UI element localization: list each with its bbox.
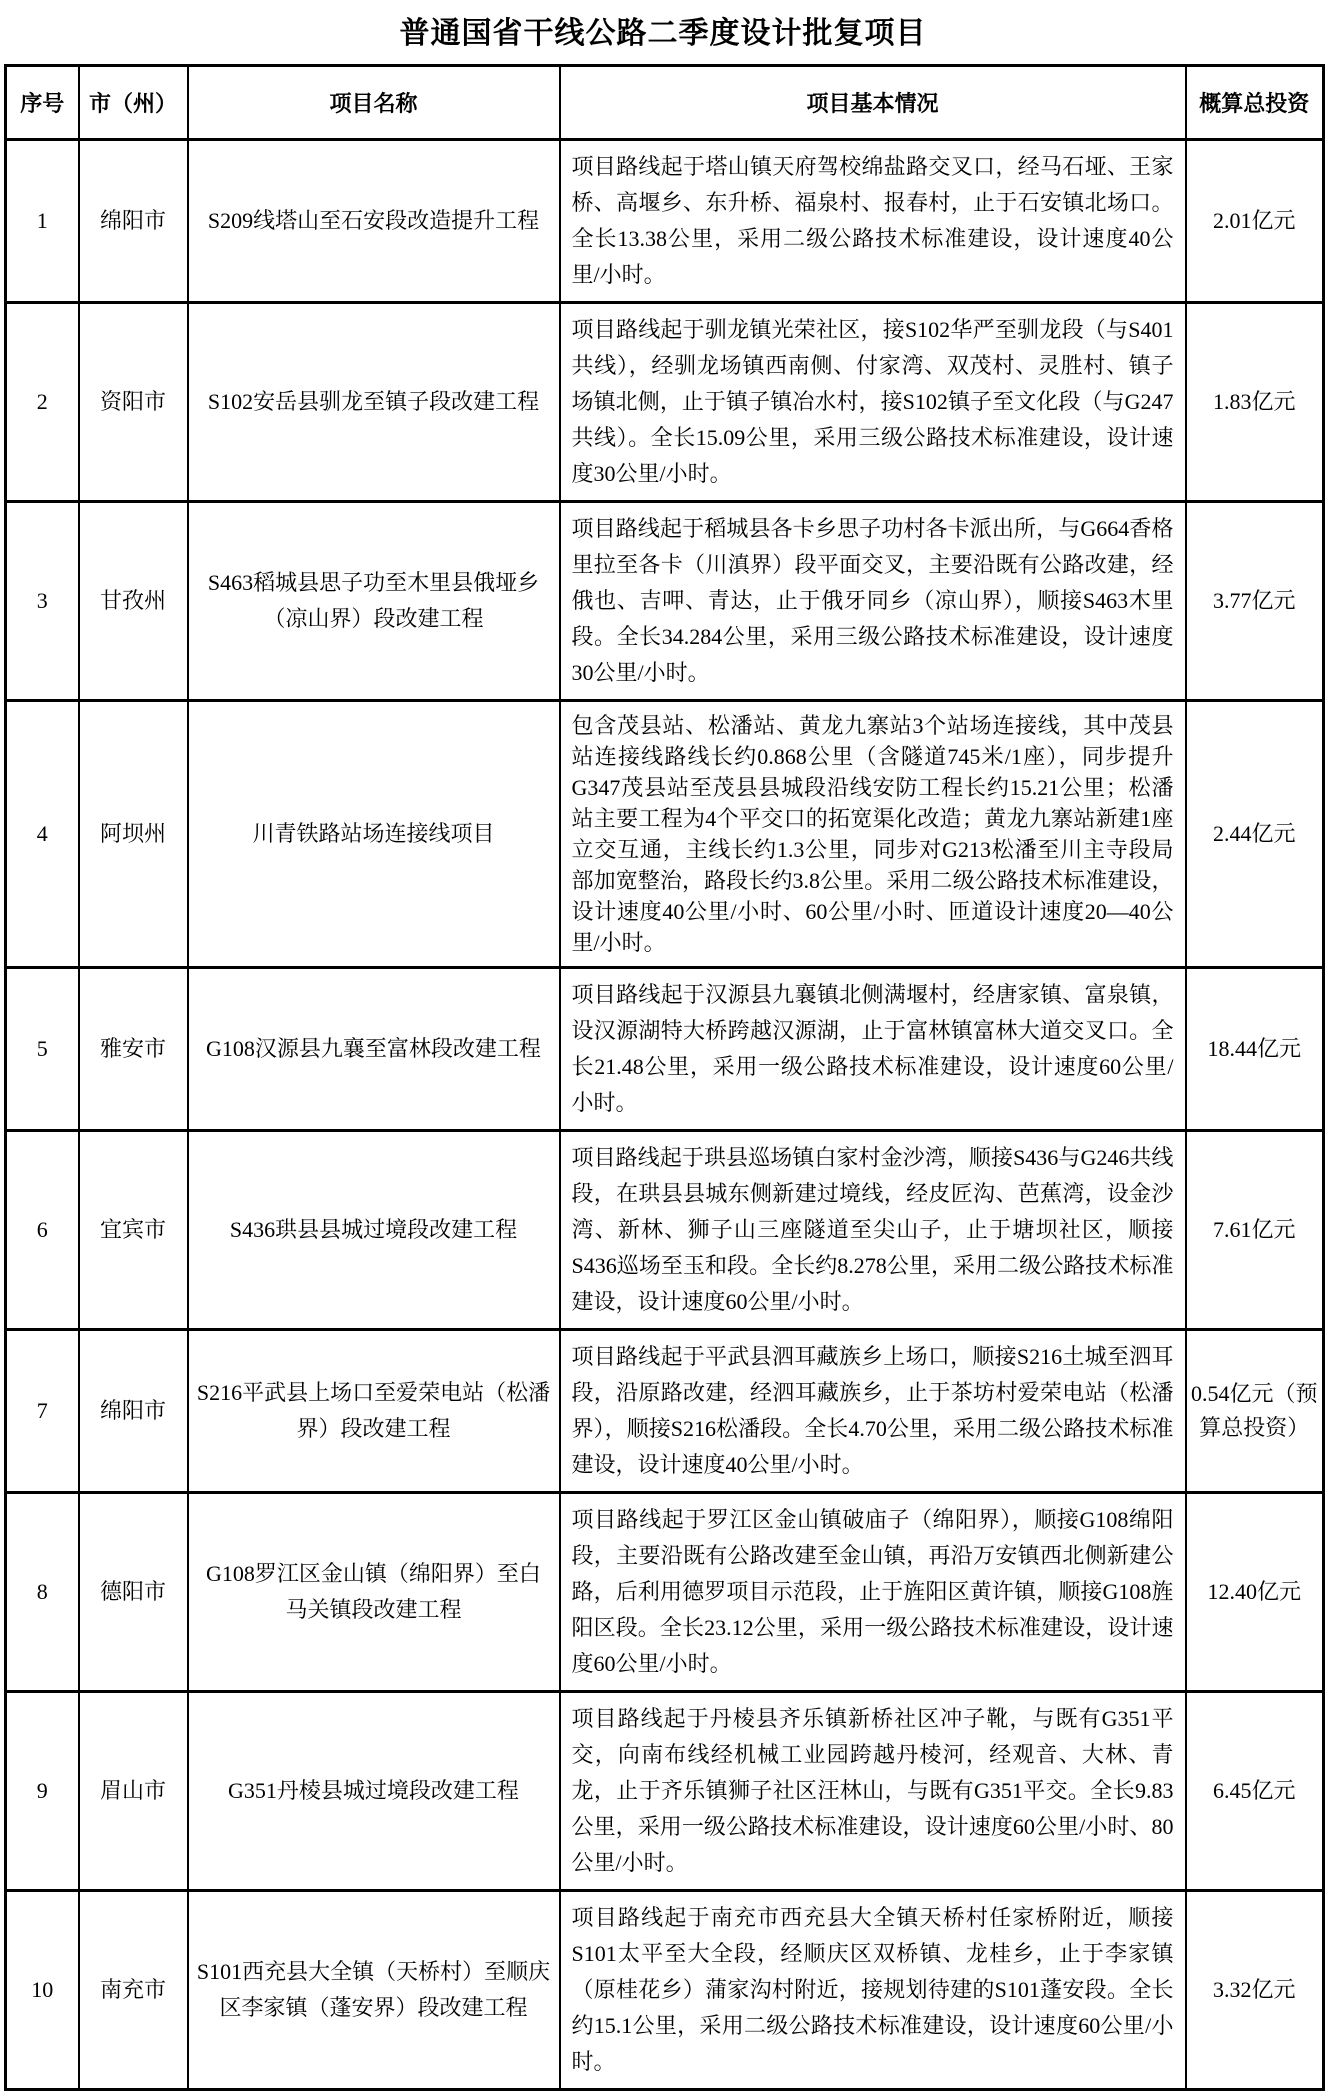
cell-city: 眉山市 (79, 1692, 188, 1891)
cell-no: 1 (6, 140, 79, 303)
cell-project-info: 项目路线起于塔山镇天府驾校绵盐路交叉口，经马石垭、王家桥、高堰乡、东升桥、福泉村、报春村，止于石安镇北场口。全长13.38公里，采用二级公路技术标准建设，设计速度40公里/小时。 (560, 140, 1186, 303)
cell-project-info: 包含茂县站、松潘站、黄龙九寨站3个站场连接线，其中茂县站连接线路线长约0.868公里（含隧道745米/1座），同步提升G347茂县站至茂县县城段沿线安防工程长约15.21公里；松潘站主要工程为4个平交口的拓宽渠化改造；黄龙九寨站新建1座立交互通，主线长约1.3公里，同步对G213松潘至川主寺段局部加宽整治，路段长约3.8公里。采用二级公路技术标准建设，设计速度40公里/小时、60公里/小时、匝道设计速度20—40公里/小时。 (560, 701, 1186, 968)
header-no: 序号 (6, 66, 79, 140)
table-row (6, 502, 1324, 701)
cell-no: 2 (6, 303, 79, 502)
cell-project-name: G108罗江区金山镇（绵阳界）至白马关镇段改建工程 (188, 1493, 560, 1692)
cell-city: 绵阳市 (79, 1330, 188, 1493)
cell-city: 甘孜州 (79, 502, 188, 701)
cell-project-name: S209线塔山至石安段改造提升工程 (188, 140, 560, 303)
cell-project-name: S101西充县大全镇（天桥村）至顺庆区李家镇（蓬安界）段改建工程 (188, 1891, 560, 2090)
cell-no: 7 (6, 1330, 79, 1493)
table-row (6, 1891, 1324, 2090)
cell-investment: 2.44亿元 (1186, 701, 1324, 968)
table-row (6, 1692, 1324, 1891)
cell-project-name: G351丹棱县城过境段改建工程 (188, 1692, 560, 1891)
cell-project-name: S216平武县上场口至爱荣电站（松潘界）段改建工程 (188, 1330, 560, 1493)
header-project-info: 项目基本情况 (560, 66, 1186, 140)
cell-project-info: 项目路线起于汉源县九襄镇北侧满堰村，经唐家镇、富泉镇，设汉源湖特大桥跨越汉源湖，止于富林镇富林大道交叉口。全长21.48公里，采用一级公路技术标准建设，设计速度60公里/小时。 (560, 968, 1186, 1131)
cell-project-info: 项目路线起于驯龙镇光荣社区，接S102华严至驯龙段（与S401共线），经驯龙场镇西南侧、付家湾、双茂村、灵胜村、镇子场镇北侧，止于镇子镇冶水村，接S102镇子至文化段（与G247共线）。全长15.09公里，采用三级公路技术标准建设，设计速度30公里/小时。 (560, 303, 1186, 502)
cell-investment: 0.54亿元（预算总投资） (1186, 1330, 1324, 1493)
cell-no: 10 (6, 1891, 79, 2090)
cell-city: 雅安市 (79, 968, 188, 1131)
cell-investment: 7.61亿元 (1186, 1131, 1324, 1330)
cell-project-info: 项目路线起于珙县巡场镇白家村金沙湾，顺接S436与G246共线段，在珙县县城东侧新建过境线，经皮匠沟、芭蕉湾，设金沙湾、新林、狮子山三座隧道至尖山子，止于塘坝社区，顺接S436巡场至玉和段。全长约8.278公里，采用二级公路技术标准建设，设计速度60公里/小时。 (560, 1131, 1186, 1330)
table-row (6, 303, 1324, 502)
cell-city: 资阳市 (79, 303, 188, 502)
table-row (6, 1493, 1324, 1692)
cell-no: 6 (6, 1131, 79, 1330)
cell-project-name: 川青铁路站场连接线项目 (188, 701, 560, 968)
cell-investment: 3.32亿元 (1186, 1891, 1324, 2090)
cell-no: 3 (6, 502, 79, 701)
cell-project-name: S463稻城县思子功至木里县俄垭乡（凉山界）段改建工程 (188, 502, 560, 701)
cell-no: 4 (6, 701, 79, 968)
cell-no: 9 (6, 1692, 79, 1891)
table-row (6, 701, 1324, 968)
cell-investment: 6.45亿元 (1186, 1692, 1324, 1891)
cell-city: 宜宾市 (79, 1131, 188, 1330)
project-approval-table (4, 64, 1325, 2091)
cell-investment: 2.01亿元 (1186, 140, 1324, 303)
cell-no: 5 (6, 968, 79, 1131)
cell-city: 德阳市 (79, 1493, 188, 1692)
cell-investment: 12.40亿元 (1186, 1493, 1324, 1692)
header-project-name: 项目名称 (188, 66, 560, 140)
header-investment: 概算总投资 (1186, 66, 1324, 140)
table-row (6, 968, 1324, 1131)
table-row (6, 1131, 1324, 1330)
cell-project-info: 项目路线起于丹棱县齐乐镇新桥社区冲子靴，与既有G351平交，向南布线经机械工业园跨越丹棱河，经观音、大林、青龙，止于齐乐镇狮子社区汪林山，与既有G351平交。全长9.83公里，采用一级公路技术标准建设，设计速度60公里/小时、80公里/小时。 (560, 1692, 1186, 1891)
cell-project-info: 项目路线起于稻城县各卡乡思子功村各卡派出所，与G664香格里拉至各卡（川滇界）段平面交叉，主要沿既有公路改建，经俄也、吉呷、青达，止于俄牙同乡（凉山界），顺接S463木里段。全长34.284公里，采用三级公路技术标准建设，设计速度30公里/小时。 (560, 502, 1186, 701)
cell-investment: 18.44亿元 (1186, 968, 1324, 1131)
cell-city: 绵阳市 (79, 140, 188, 303)
cell-project-name: S102安岳县驯龙至镇子段改建工程 (188, 303, 560, 502)
cell-project-info: 项目路线起于南充市西充县大全镇天桥村任家桥附近，顺接S101太平至大全段，经顺庆区双桥镇、龙桂乡，止于李家镇（原桂花乡）蒲家沟村附近，接规划待建的S101蓬安段。全长约15.1公里，采用二级公路技术标准建设，设计速度60公里/小时。 (560, 1891, 1186, 2090)
cell-city: 南充市 (79, 1891, 188, 2090)
header-city: 市（州） (79, 66, 188, 140)
cell-city: 阿坝州 (79, 701, 188, 968)
table-row (6, 1330, 1324, 1493)
table-row (6, 140, 1324, 303)
page-title: 普通国省干线公路二季度设计批复项目 (399, 17, 927, 50)
cell-no: 8 (6, 1493, 79, 1692)
cell-project-info: 项目路线起于罗江区金山镇破庙子（绵阳界），顺接G108绵阳段，主要沿既有公路改建至金山镇，再沿万安镇西北侧新建公路，后利用德罗项目示范段，止于旌阳区黄许镇，顺接G108旌阳区段。全长23.12公里，采用一级公路技术标准建设，设计速度60公里/小时。 (560, 1493, 1186, 1692)
cell-investment: 1.83亿元 (1186, 303, 1324, 502)
cell-project-name: G108汉源县九襄至富林段改建工程 (188, 968, 560, 1131)
cell-investment: 3.77亿元 (1186, 502, 1324, 701)
cell-project-info: 项目路线起于平武县泗耳藏族乡上场口，顺接S216土城至泗耳段，沿原路改建，经泗耳藏族乡，止于茶坊村爱荣电站（松潘界），顺接S216松潘段。全长4.70公里，采用二级公路技术标准建设，设计速度40公里/小时。 (560, 1330, 1186, 1493)
table-header-row (6, 66, 1324, 140)
cell-project-name: S436珙县县城过境段改建工程 (188, 1131, 560, 1330)
